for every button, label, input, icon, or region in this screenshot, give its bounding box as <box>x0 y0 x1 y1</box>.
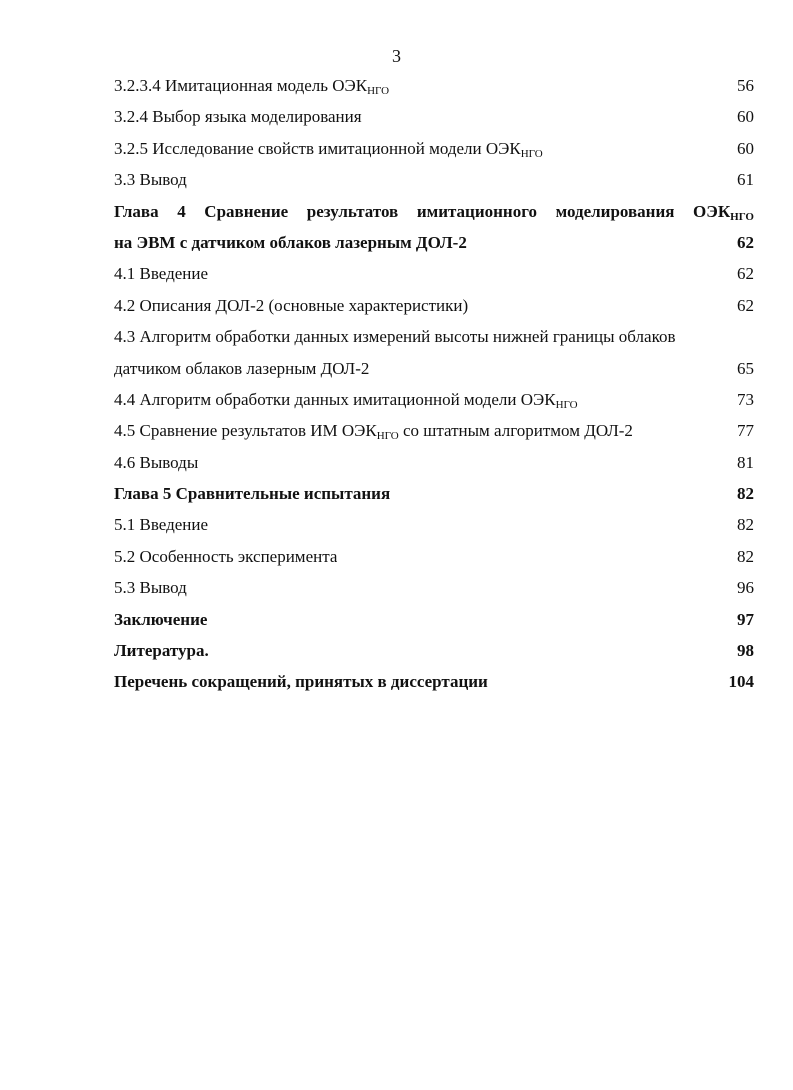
toc-entry-page: 61 <box>737 170 754 190</box>
toc-entry-5-3[interactable] <box>114 572 754 603</box>
toc-entry-page: 82 <box>737 515 754 535</box>
toc-entry-page: 98 <box>737 641 754 661</box>
toc-entry-title: 3.3 Вывод <box>114 170 187 190</box>
toc-entry-page: 56 <box>737 76 754 95</box>
toc-entry-title: Глава 4 Сравнение результатов имитационного моделирования ОЭК <box>114 201 731 221</box>
toc-entry-title: 5.3 Вывод <box>114 578 187 598</box>
toc-entry-title: на ЭВМ с датчиком облаков лазерным ДОЛ-2 <box>114 232 467 252</box>
toc-entry-title: 4.5 Сравнение результатов ИМ ОЭК <box>114 421 377 441</box>
page-number: 3 <box>392 46 401 66</box>
toc-entry-chapter-5[interactable] <box>114 478 754 509</box>
toc-entry-page: 96 <box>737 578 754 598</box>
toc-entry-title: 3.2.3.4 Имитационная модель ОЭК <box>114 76 368 95</box>
toc-entry-4-3[interactable] <box>114 353 754 384</box>
toc-entry-page: 77 <box>737 421 754 441</box>
toc-entry-5-2[interactable] <box>114 541 754 572</box>
toc-entry-page: 65 <box>737 358 754 378</box>
toc-entry-conclusion[interactable] <box>114 604 754 635</box>
toc-entry-subscript: НГО <box>555 398 578 411</box>
toc-entry-page: 60 <box>737 107 754 127</box>
toc-entry-4-6[interactable] <box>114 447 754 478</box>
toc-entry-title: Перечень сокращений, принятых в диссертации <box>114 672 488 692</box>
toc-entry-title: 5.1 Введение <box>114 515 209 535</box>
toc-entry-page: 62 <box>737 295 754 315</box>
toc-entry-subscript: НГО <box>520 147 543 160</box>
toc-entry-title: 4.2 Описания ДОЛ-2 (основные характеристики) <box>114 295 469 315</box>
toc-entry-4-3-line1[interactable] <box>114 321 754 352</box>
toc-entry-page: 62 <box>737 232 754 252</box>
toc-entry-page: 82 <box>737 484 754 504</box>
toc-entry-page: 60 <box>737 138 754 158</box>
toc-entry-4-2[interactable] <box>114 290 754 321</box>
toc-entry-abbreviations[interactable] <box>114 666 754 697</box>
toc-entry-title: 4.1 Введение <box>114 264 209 284</box>
toc-entry-title: 3.2.5 Исследование свойств имитационной модели ОЭК <box>114 138 521 158</box>
toc-entry-3-2-5[interactable] <box>114 133 754 164</box>
toc-entry-page: 73 <box>737 389 754 409</box>
toc-entry-page: 97 <box>737 609 754 629</box>
toc-entry-page: 81 <box>737 452 754 472</box>
toc-entry-title: Литература. <box>114 641 209 661</box>
toc-entry-title: 5.2 Особенность эксперимента <box>114 546 338 566</box>
toc-entry-chapter-4-line1[interactable] <box>114 196 754 227</box>
toc-entry-title: 4.6 Выводы <box>114 452 199 472</box>
toc-entry-title: 4.4 Алгоритм обработки данных имитационной модели ОЭК <box>114 389 556 409</box>
toc-entry-literature[interactable] <box>114 635 754 666</box>
toc-entry-subscript: НГО <box>367 85 390 97</box>
toc-entry-chapter-4[interactable] <box>114 227 754 258</box>
toc-entry-3-3[interactable] <box>114 164 754 195</box>
toc-entry-title-continued: со штатным алгоритмом ДОЛ-2 <box>398 421 633 441</box>
toc-entry-4-5[interactable] <box>114 415 754 446</box>
toc-entry-title: 3.2.4 Выбор языка моделирования <box>114 107 362 127</box>
toc-entry-page: 82 <box>737 546 754 566</box>
toc-entry-page: 62 <box>737 264 754 284</box>
toc-entry-page: 104 <box>728 672 754 692</box>
toc-entry-3-2-4[interactable] <box>114 101 754 132</box>
toc-entry-4-1[interactable] <box>114 258 754 289</box>
toc-entry-4-4[interactable] <box>114 384 754 415</box>
toc-entry-subscript: НГО <box>376 430 399 443</box>
table-of-contents <box>114 70 754 698</box>
toc-entry-3-2-3-4[interactable] <box>114 70 754 101</box>
toc-entry-5-1[interactable] <box>114 509 754 540</box>
toc-entry-title: 4.3 Алгоритм обработки данных измерений высоты нижней границы облаков <box>114 327 676 347</box>
toc-entry-title: Глава 5 Сравнительные испытания <box>114 484 391 504</box>
toc-entry-title: датчиком облаков лазерным ДОЛ-2 <box>114 358 370 378</box>
toc-entry-subscript: НГО <box>730 210 754 223</box>
toc-entry-title: Заключение <box>114 609 208 629</box>
